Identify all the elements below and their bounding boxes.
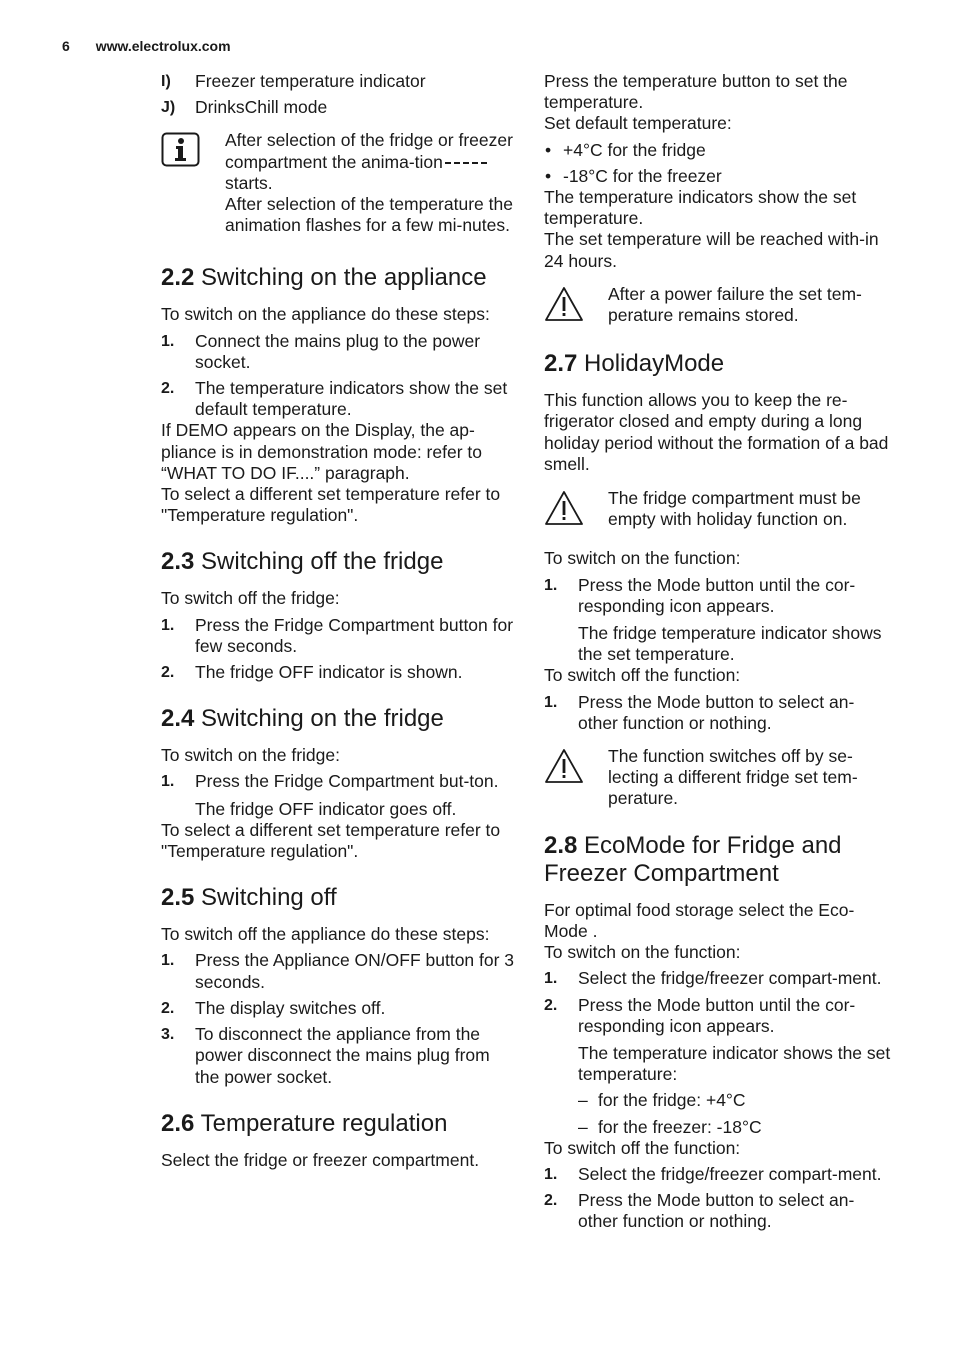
- paragraph: The set temperature will be reached with-in 24 hours.: [544, 229, 879, 271]
- step-text: Press the Mode button to select an-other function or nothing.: [578, 1190, 855, 1232]
- step-item: [161, 331, 516, 373]
- bullet-text: +4°C for the fridge: [563, 139, 706, 160]
- paragraph: To switch on the appliance do these steps:: [161, 304, 490, 325]
- step-item: [161, 998, 516, 1019]
- section-heading: [544, 832, 894, 888]
- step-item: [161, 1024, 516, 1088]
- bullet-item: [544, 140, 894, 161]
- paragraph: To switch on the function:: [544, 548, 741, 569]
- step-number: 1.: [544, 1165, 558, 1183]
- animation-dashes-icon: [445, 162, 487, 164]
- paragraph: This function allows you to keep the re-frigerator closed and empty during a long holiday period without the formation of a bad smell.: [544, 390, 889, 474]
- step-item: [161, 950, 516, 992]
- warning-triangle-icon: [544, 748, 584, 784]
- step-note: The fridge OFF indicator goes off.: [195, 798, 457, 819]
- page-header: [62, 38, 231, 54]
- warning-text: The function switches off by se-lecting a different fridge set tem-perature.: [608, 746, 858, 809]
- section-title: Temperature regulation: [200, 1109, 448, 1137]
- paragraph: The temperature indicators show the set temperature.: [544, 187, 857, 229]
- section-number: 2.3: [161, 548, 195, 576]
- dash-marker-icon: –: [578, 1116, 588, 1137]
- step-note: The temperature indicator shows the set temperature:: [578, 1042, 891, 1085]
- step-item: [161, 615, 516, 657]
- step-text: The temperature indicators show the set default temperature.: [195, 378, 508, 420]
- dash-marker-icon: –: [578, 1090, 588, 1111]
- dash-text: for the fridge: +4°C: [598, 1090, 746, 1111]
- step-item: [161, 771, 516, 792]
- step-text: Press the Fridge Compartment but-ton.: [195, 771, 499, 792]
- section-number: 2.7: [544, 350, 578, 378]
- info-note-text: After selection of the temperature the animation flashes for a few mi-nutes.: [225, 194, 513, 236]
- section-heading: [544, 350, 894, 378]
- site-url: www.electrolux.com: [95, 38, 231, 54]
- left-column: [161, 71, 516, 1171]
- step-text: The fridge OFF indicator is shown.: [195, 662, 463, 683]
- info-note-text: After selection of the fridge or freezer compartment the anima-tion: [225, 130, 513, 172]
- paragraph: Press the temperature button to set the temperature.: [544, 71, 848, 113]
- dash-text: for the freezer: -18°C: [598, 1116, 762, 1137]
- step-text: The display switches off.: [195, 997, 386, 1018]
- section-number: 2.6: [161, 1109, 195, 1137]
- legend-item: [161, 71, 516, 92]
- dash-item: [544, 1117, 894, 1138]
- paragraph: To switch off the function:: [544, 665, 741, 686]
- step-number: 2.: [544, 1192, 558, 1210]
- page-number: 6: [62, 38, 70, 54]
- paragraph: Set default temperature:: [544, 113, 732, 134]
- paragraph: To select a different set temperature refer to "Temperature regulation".: [161, 819, 501, 862]
- section-number: 2.5: [161, 884, 195, 912]
- step-text: To disconnect the appliance from the power disconnect the mains plug from the power socket.: [195, 1024, 490, 1087]
- legend-text: Freezer temperature indicator: [195, 71, 426, 91]
- legend-marker: J): [161, 99, 176, 117]
- step-text: Press the Appliance ON/OFF button for 3 seconds.: [195, 950, 515, 992]
- step-number: 1.: [161, 616, 175, 634]
- step-item: [544, 1164, 894, 1185]
- step-text: Connect the mains plug to the power socket.: [195, 330, 481, 372]
- section-heading: [161, 705, 516, 733]
- step-number: 1.: [161, 773, 175, 791]
- section-heading: [161, 884, 516, 912]
- step-text: Press the Fridge Compartment button for few seconds.: [195, 614, 514, 656]
- warning-triangle-icon: [544, 490, 584, 526]
- bullet-item: [544, 166, 894, 187]
- warning-note: [544, 746, 894, 810]
- step-item: [544, 995, 894, 1037]
- right-column: [544, 71, 894, 1233]
- section-title: Switching on the appliance: [201, 264, 487, 292]
- section-heading: [161, 548, 516, 576]
- step-item: [544, 968, 894, 989]
- step-text: Press the Mode button until the cor-responding icon appears.: [578, 994, 856, 1036]
- legend-item: [161, 97, 516, 118]
- step-text: Select the fridge/freezer compart-ment.: [578, 968, 882, 989]
- section-title: Switching on the fridge: [201, 705, 444, 733]
- paragraph: To switch off the fridge:: [161, 588, 340, 609]
- section-title: HolidayMode: [584, 350, 725, 378]
- bullet-dot-icon: •: [545, 165, 552, 186]
- warning-text: The fridge compartment must be empty with holiday function on.: [608, 488, 861, 530]
- step-item: [161, 662, 516, 683]
- paragraph: For optimal food storage select the Eco-Mode .: [544, 899, 855, 941]
- step-number: 2.: [544, 996, 558, 1014]
- section-title: Switching off: [201, 884, 337, 912]
- legend-marker: I): [161, 73, 171, 90]
- step-number: 1.: [161, 332, 175, 350]
- info-note: [161, 130, 516, 236]
- step-number: 2.: [161, 664, 175, 682]
- paragraph: If DEMO appears on the Display, the ap-pliance is in demonstration mode: refer to “WHAT TO DO IF....” paragraph.: [161, 420, 482, 483]
- dash-item: [544, 1090, 894, 1111]
- warning-triangle-icon: [544, 286, 584, 322]
- step-item: [161, 378, 516, 420]
- section-title: Switching off the fridge: [201, 548, 444, 576]
- section-title: EcoMode for Fridge and Freezer Compartment: [544, 831, 842, 887]
- warning-text: After a power failure the set tem-perature remains stored.: [608, 283, 862, 326]
- step-number: 2.: [161, 999, 175, 1017]
- paragraph: Select the fridge or freezer compartment.: [161, 1149, 480, 1170]
- section-heading: [161, 1110, 516, 1138]
- step-text: Select the fridge/freezer compart-ment.: [578, 1163, 882, 1184]
- step-note: The fridge temperature indicator shows the set temperature.: [578, 623, 882, 665]
- step-item: [544, 692, 894, 734]
- step-item: [544, 575, 894, 617]
- paragraph: To switch off the function:: [544, 1137, 741, 1158]
- step-number: 2.: [161, 380, 175, 398]
- legend-text: DrinksChill mode: [195, 97, 328, 118]
- paragraph: To switch on the function:: [544, 942, 741, 963]
- step-text: Press the Mode button to select an-other function or nothing.: [578, 691, 855, 733]
- bullet-dot-icon: •: [545, 139, 552, 160]
- section-heading: [161, 264, 516, 292]
- step-text: Press the Mode button until the cor-responding icon appears.: [578, 574, 856, 616]
- section-number: 2.4: [161, 705, 195, 733]
- warning-note: [544, 488, 894, 530]
- step-item: [544, 1190, 894, 1232]
- paragraph: To switch on the fridge:: [161, 745, 340, 766]
- step-number: 1.: [544, 970, 558, 988]
- warning-note: [544, 284, 894, 326]
- paragraph: To select a different set temperature refer to "Temperature regulation".: [161, 484, 501, 526]
- bullet-text: -18°C for the freezer: [563, 165, 722, 186]
- paragraph: To switch off the appliance do these steps:: [161, 924, 490, 945]
- step-number: 3.: [161, 1026, 175, 1044]
- section-number: 2.2: [161, 264, 195, 292]
- section-number: 2.8: [544, 831, 578, 859]
- step-number: 1.: [544, 576, 558, 594]
- info-icon: [161, 132, 201, 168]
- info-note-text: starts.: [225, 172, 273, 193]
- step-number: 1.: [161, 952, 175, 970]
- step-number: 1.: [544, 693, 558, 711]
